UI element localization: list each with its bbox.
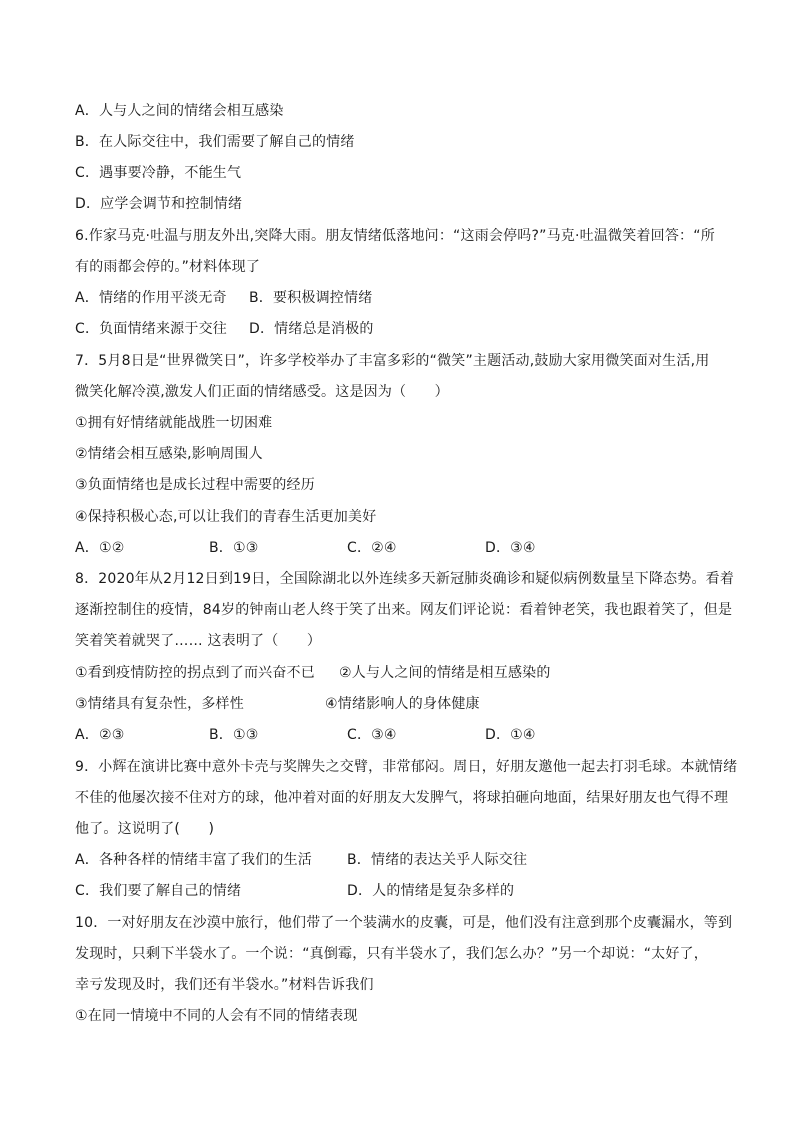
q7-statement-3: ③负面情绪也是成长过程中需要的经历 xyxy=(75,477,315,493)
q9-option-c: C．我们要了解自己的情绪 xyxy=(75,883,242,899)
q9-option-b: B．情绪的表达关乎人际交往 xyxy=(347,852,528,868)
q6-option-d: D．情绪总是消极的 xyxy=(249,321,374,337)
q8-option-b: B．①③ xyxy=(209,727,259,743)
q8-stem-line-3: 笑着笑着就哭了…… 这表明了（ ） xyxy=(75,633,322,649)
q7-option-b: B．①③ xyxy=(209,540,259,556)
q5-option-c: C．遇事要冷静，不能生气 xyxy=(75,165,242,181)
q6-stem-line-2: 有的雨都会停的。”材料体现了 xyxy=(75,259,261,275)
q9-option-d: D．人的情绪是复杂多样的 xyxy=(347,883,515,899)
q7-option-c: C．②④ xyxy=(347,540,397,556)
q6-option-a: A．情绪的作用平淡无奇 xyxy=(75,290,227,306)
q10-stem-line-1: 10．一对好朋友在沙漠中旅行，他们带了一个装满水的皮囊，可是，他们没有注意到那个皮囊漏水，等到 xyxy=(75,915,733,931)
q7-option-d: D．③④ xyxy=(485,540,536,556)
q10-statement-1: ①在同一情境中不同的人会有不同的情绪表现 xyxy=(75,1008,358,1024)
q8-stem-line-2: 逐渐控制住的疫情，84岁的钟南山老人终于笑了出来。网友们评论说：看着钟老笑，我也跟着笑了，但是 xyxy=(75,602,733,618)
q5-option-a: A．人与人之间的情绪会相互感染 xyxy=(75,103,284,119)
q7-statement-4: ④保持积极心态,可以让我们的青春生活更加美好 xyxy=(75,509,377,525)
q10-stem-line-3: 幸亏发现及时，我们还有半袋水。”材料告诉我们 xyxy=(75,977,374,993)
q5-option-b: B．在人际交往中，我们需要了解自己的情绪 xyxy=(75,134,355,150)
q5-option-d: D．应学会调节和控制情绪 xyxy=(75,196,243,212)
q7-stem-line-2: 微笑化解冷漠,激发人们正面的情绪感受。这是因为（ ） xyxy=(75,384,449,400)
q6-option-b: B．要积极调控情绪 xyxy=(249,290,373,306)
q8-option-c: C．③④ xyxy=(347,727,397,743)
q7-option-a: A．①② xyxy=(75,540,125,556)
q9-stem-line-2: 不佳的他屡次接不住对方的球，他冲着对面的好朋友大发脾气，将球拍砸向地面，结果好朋友也气得不理 xyxy=(75,790,729,806)
q8-statement-4: ④情绪影响人的身体健康 xyxy=(325,696,480,712)
q8-option-d: D．①④ xyxy=(485,727,536,743)
q6-option-c: C．负面情绪来源于交往 xyxy=(75,321,227,337)
q9-stem-line-3: 他了。这说明了( ) xyxy=(75,821,215,837)
q8-statement-2: ②人与人之间的情绪是相互感染的 xyxy=(339,665,551,681)
q8-statement-1: ①看到疫情防控的拐点到了而兴奋不已 xyxy=(75,665,315,681)
q8-statement-3: ③情绪具有复杂性，多样性 xyxy=(75,696,244,712)
q6-stem-line-1: 6.作家马克·吐温与朋友外出,突降大雨。朋友情绪低落地问：“这雨会停吗?”马克·吐温微笑着回答：“所 xyxy=(75,228,715,244)
q9-stem-line-1: 9．小辉在演讲比赛中意外卡壳与奖牌失之交臂，非常郁闷。周日，好朋友邀他一起去打羽毛球。本就情绪 xyxy=(75,759,738,775)
q7-statement-2: ②情绪会相互感染,影响周围人 xyxy=(75,446,263,462)
q7-stem-line-1: 7．5月8日是“世界微笑日”，许多学校举办了丰富多彩的“微笑”主题活动,鼓励大家用微笑面对生活,用 xyxy=(75,353,710,369)
q8-stem-line-1: 8．2020年从2月12日到19日，全国除湖北以外连续多天新冠肺炎确诊和疑似病例数量呈下降态势。看着 xyxy=(75,571,735,587)
q7-statement-1: ①拥有好情绪就能战胜一切困难 xyxy=(75,415,273,431)
q8-option-a: A．②③ xyxy=(75,727,125,743)
q10-stem-line-2: 发现时，只剩下半袋水了。一个说：“真倒霉，只有半袋水了，我们怎么办？”另一个却说：“太好了， xyxy=(75,946,708,962)
q9-option-a: A．各种各样的情绪丰富了我们的生活 xyxy=(75,852,312,868)
